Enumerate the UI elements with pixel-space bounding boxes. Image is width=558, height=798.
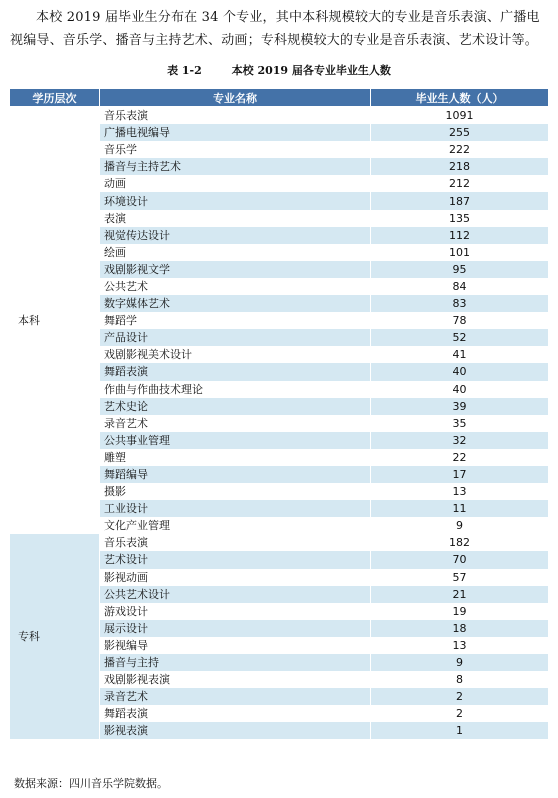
graduate-count-cell: 40 — [371, 381, 549, 398]
graduate-count-cell: 112 — [371, 227, 549, 244]
graduate-count-cell: 83 — [371, 295, 549, 312]
major-name-cell: 公共艺术 — [100, 278, 371, 295]
major-name-cell: 艺术设计 — [100, 551, 371, 568]
graduate-count-cell: 35 — [371, 415, 549, 432]
major-name-cell: 舞蹈编导 — [100, 466, 371, 483]
graduate-count-cell: 212 — [371, 175, 549, 192]
major-name-cell: 戏剧影视文学 — [100, 261, 371, 278]
graduate-count-cell: 17 — [371, 466, 549, 483]
graduate-count-cell: 22 — [371, 449, 549, 466]
graduate-count-cell: 18 — [371, 620, 549, 637]
graduate-count-cell: 41 — [371, 346, 549, 363]
major-name-cell: 展示设计 — [100, 620, 371, 637]
table-caption — [0, 62, 558, 78]
data-source-note: 数据来源：四川音乐学院数据。 — [14, 777, 168, 790]
major-name-cell: 舞蹈学 — [100, 312, 371, 329]
graduate-count-cell: 21 — [371, 586, 549, 603]
table-body — [10, 107, 549, 740]
major-name-cell: 音乐表演 — [100, 107, 371, 125]
major-name-cell: 游戏设计 — [100, 603, 371, 620]
graduate-count-cell: 187 — [371, 192, 549, 209]
major-name-cell: 录音艺术 — [100, 415, 371, 432]
graduate-count-cell: 57 — [371, 569, 549, 586]
graduate-count-cell: 40 — [371, 363, 549, 380]
graduate-count-cell: 11 — [371, 500, 549, 517]
graduate-count-cell: 52 — [371, 329, 549, 346]
education-level-cell: 专科 — [10, 534, 100, 739]
major-name-cell: 环境设计 — [100, 192, 371, 209]
graduate-count-cell: 2 — [371, 688, 549, 705]
major-name-cell: 音乐表演 — [100, 534, 371, 551]
major-name-cell: 表演 — [100, 210, 371, 227]
major-name-cell: 播音与主持 — [100, 654, 371, 671]
table-row — [10, 534, 549, 551]
major-name-cell: 绘画 — [100, 244, 371, 261]
header-count: 毕业生人数（人） — [371, 89, 549, 107]
major-name-cell: 戏剧影视美术设计 — [100, 346, 371, 363]
graduate-count-cell: 1 — [371, 722, 549, 739]
graduate-count-cell: 101 — [371, 244, 549, 261]
header-major: 专业名称 — [100, 89, 371, 107]
major-name-cell: 广播电视编导 — [100, 124, 371, 141]
major-name-cell: 播音与主持艺术 — [100, 158, 371, 175]
major-name-cell: 视觉传达设计 — [100, 227, 371, 244]
table-caption-title: 本校 2019 届各专业毕业生人数 — [231, 64, 391, 77]
major-name-cell: 雕塑 — [100, 449, 371, 466]
education-level-cell: 本科 — [10, 107, 100, 535]
graduate-count-cell: 255 — [371, 124, 549, 141]
graduate-count-cell: 78 — [371, 312, 549, 329]
major-name-cell: 艺术史论 — [100, 398, 371, 415]
major-name-cell: 录音艺术 — [100, 688, 371, 705]
major-name-cell: 数字媒体艺术 — [100, 295, 371, 312]
graduate-count-cell: 32 — [371, 432, 549, 449]
major-name-cell: 戏剧影视表演 — [100, 671, 371, 688]
major-name-cell: 摄影 — [100, 483, 371, 500]
graduate-count-cell: 182 — [371, 534, 549, 551]
major-name-cell: 影视动画 — [100, 569, 371, 586]
graduate-count-cell: 70 — [371, 551, 549, 568]
graduate-count-cell: 95 — [371, 261, 549, 278]
graduate-count-cell: 222 — [371, 141, 549, 158]
major-name-cell: 公共艺术设计 — [100, 586, 371, 603]
table-caption-number: 表 1-2 — [167, 64, 202, 77]
graduate-count-cell: 19 — [371, 603, 549, 620]
graduate-count-cell: 218 — [371, 158, 549, 175]
major-name-cell: 音乐学 — [100, 141, 371, 158]
graduate-count-cell: 2 — [371, 705, 549, 722]
major-name-cell: 公共事业管理 — [100, 432, 371, 449]
graduate-count-cell: 13 — [371, 637, 549, 654]
graduate-count-cell: 9 — [371, 654, 549, 671]
major-name-cell: 影视表演 — [100, 722, 371, 739]
graduate-count-cell: 8 — [371, 671, 549, 688]
major-name-cell: 工业设计 — [100, 500, 371, 517]
graduate-count-cell: 9 — [371, 517, 549, 534]
graduate-count-cell: 1091 — [371, 107, 549, 125]
major-name-cell: 舞蹈表演 — [100, 363, 371, 380]
graduate-count-cell: 39 — [371, 398, 549, 415]
table-row — [10, 107, 549, 125]
major-name-cell: 作曲与作曲技术理论 — [100, 381, 371, 398]
table-header-row — [10, 89, 549, 107]
graduate-count-cell: 13 — [371, 483, 549, 500]
intro-paragraph: 本校 2019 届毕业生分布在 34 个专业，其中本科规模较大的专业是音乐表演、广播电视编导、音乐学、播音与主持艺术、动画；专科规模较大的专业是音乐表演、艺术设计等。 — [10, 10, 540, 48]
major-name-cell: 产品设计 — [100, 329, 371, 346]
graduate-count-cell: 135 — [371, 210, 549, 227]
major-name-cell: 舞蹈表演 — [100, 705, 371, 722]
header-level: 学历层次 — [10, 89, 100, 107]
major-name-cell: 动画 — [100, 175, 371, 192]
major-name-cell: 影视编导 — [100, 637, 371, 654]
graduates-table — [9, 88, 549, 739]
graduate-count-cell: 84 — [371, 278, 549, 295]
major-name-cell: 文化产业管理 — [100, 517, 371, 534]
